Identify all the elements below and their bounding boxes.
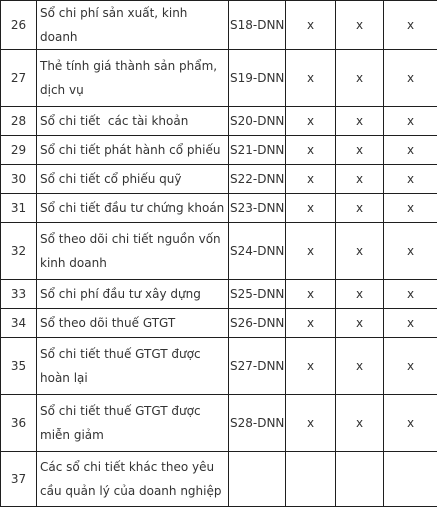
- mark-cell: x: [286, 223, 336, 280]
- mark-cell: x: [384, 136, 437, 165]
- form-code: S24-DNN: [229, 223, 286, 280]
- table-row: [1, 50, 437, 107]
- form-code: S23-DNN: [229, 194, 286, 223]
- table-row: [1, 165, 437, 194]
- ledger-name: Sổ theo dõi chi tiết nguồn vốn kinh doanh: [37, 223, 229, 280]
- ledger-name: Sổ chi tiết thuế GTGT được hoàn lại: [37, 338, 229, 395]
- table-row: [1, 107, 437, 136]
- row-number: 29: [1, 136, 37, 165]
- table-row: [1, 338, 437, 395]
- mark-cell: x: [384, 338, 437, 395]
- row-number: 27: [1, 50, 37, 107]
- row-number: 28: [1, 107, 37, 136]
- mark-cell: x: [336, 1, 384, 50]
- table-row: [1, 309, 437, 338]
- mark-cell: x: [286, 280, 336, 309]
- mark-cell: x: [384, 223, 437, 280]
- mark-cell: x: [336, 50, 384, 107]
- mark-cell: x: [286, 107, 336, 136]
- ledger-name: Sổ chi tiết đầu tư chứng khoán: [37, 194, 229, 223]
- row-number: 31: [1, 194, 37, 223]
- row-number: 35: [1, 338, 37, 395]
- mark-cell: x: [286, 50, 336, 107]
- form-code: S21-DNN: [229, 136, 286, 165]
- mark-cell: x: [384, 194, 437, 223]
- form-code: S20-DNN: [229, 107, 286, 136]
- mark-cell: x: [336, 280, 384, 309]
- mark-cell: x: [336, 223, 384, 280]
- mark-cell: x: [384, 107, 437, 136]
- row-number: 33: [1, 280, 37, 309]
- table-row: [1, 452, 437, 507]
- table-row: [1, 1, 437, 50]
- form-code: [229, 452, 286, 507]
- table-row: [1, 223, 437, 280]
- form-code: S18-DNN: [229, 1, 286, 50]
- ledger-name: Các sổ chi tiết khác theo yêu cầu quản lý của doanh nghiệp: [37, 452, 229, 507]
- row-number: 32: [1, 223, 37, 280]
- form-code: S25-DNN: [229, 280, 286, 309]
- mark-cell: x: [336, 338, 384, 395]
- row-number: 36: [1, 395, 37, 452]
- ledger-name: Sổ chi phí sản xuất, kinh doanh: [37, 1, 229, 50]
- row-number: 30: [1, 165, 37, 194]
- form-code: S22-DNN: [229, 165, 286, 194]
- mark-cell: x: [384, 280, 437, 309]
- ledger-name: Sổ chi tiết các tài khoản: [37, 107, 229, 136]
- ledger-name: Sổ chi phí đầu tư xây dựng: [37, 280, 229, 309]
- mark-cell: x: [384, 309, 437, 338]
- form-code: S28-DNN: [229, 395, 286, 452]
- ledger-name: Thẻ tính giá thành sản phẩm, dịch vụ: [37, 50, 229, 107]
- ledger-name: Sổ chi tiết thuế GTGT được miễn giảm: [37, 395, 229, 452]
- mark-cell: x: [336, 309, 384, 338]
- form-code: S27-DNN: [229, 338, 286, 395]
- mark-cell: x: [384, 165, 437, 194]
- mark-cell: x: [286, 338, 336, 395]
- mark-cell: [286, 452, 336, 507]
- mark-cell: [336, 452, 384, 507]
- mark-cell: x: [286, 194, 336, 223]
- form-code: S26-DNN: [229, 309, 286, 338]
- mark-cell: [384, 452, 437, 507]
- mark-cell: x: [336, 165, 384, 194]
- mark-cell: x: [286, 165, 336, 194]
- row-number: 26: [1, 1, 37, 50]
- row-number: 37: [1, 452, 37, 507]
- ledger-name: Sổ chi tiết phát hành cổ phiếu: [37, 136, 229, 165]
- mark-cell: x: [286, 1, 336, 50]
- mark-cell: x: [286, 136, 336, 165]
- mark-cell: x: [286, 395, 336, 452]
- table-row: [1, 194, 437, 223]
- mark-cell: x: [384, 395, 437, 452]
- form-code: S19-DNN: [229, 50, 286, 107]
- row-number: 34: [1, 309, 37, 338]
- mark-cell: x: [384, 1, 437, 50]
- table-row: [1, 280, 437, 309]
- mark-cell: x: [336, 194, 384, 223]
- ledger-name: Sổ chi tiết cổ phiếu quỹ: [37, 165, 229, 194]
- ledger-name: Sổ theo dõi thuế GTGT: [37, 309, 229, 338]
- mark-cell: x: [286, 309, 336, 338]
- mark-cell: x: [336, 395, 384, 452]
- table-row: [1, 395, 437, 452]
- mark-cell: x: [336, 136, 384, 165]
- mark-cell: x: [384, 50, 437, 107]
- mark-cell: x: [336, 107, 384, 136]
- table-row: [1, 136, 437, 165]
